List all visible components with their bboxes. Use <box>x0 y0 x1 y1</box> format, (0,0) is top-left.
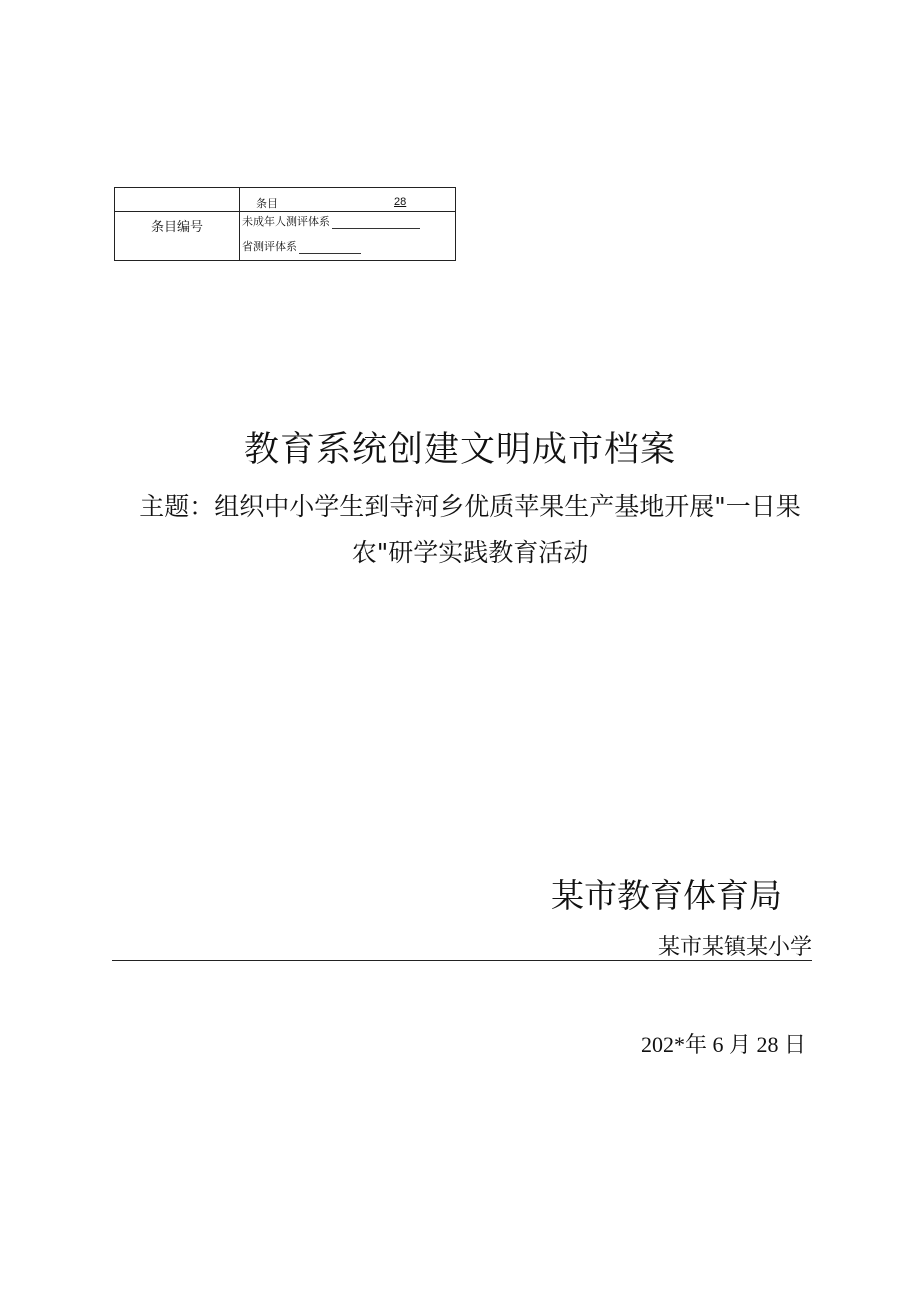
document-title: 教育系统创建文明成市档案 <box>243 430 676 470</box>
document-subtitle: 主题：组织中小学生到寺河乡优质苹果生产基地开展"一日果农"研学实践教育活动 <box>139 492 801 567</box>
item-number-table <box>114 187 456 261</box>
label-cell <box>115 212 240 261</box>
system-cell <box>240 212 456 261</box>
table-cell-empty <box>115 188 240 212</box>
minor-system-line <box>242 213 420 229</box>
province-system-line <box>242 238 361 254</box>
item-cell <box>240 188 456 212</box>
province-system-label: 省测评体系 <box>242 240 297 253</box>
issuer-name: 某市教育体育局 <box>551 876 782 915</box>
item-number: 28 <box>394 196 407 208</box>
province-system-blank <box>299 243 361 254</box>
minor-system-label: 未成年人测评体系 <box>242 215 330 228</box>
divider-line <box>112 960 812 961</box>
minor-system-blank <box>332 218 420 229</box>
school-name: 某市某镇某小学 <box>657 935 812 960</box>
item-number-label: 条目编号 <box>150 220 203 235</box>
item-word: 条目 <box>256 197 278 210</box>
document-date: 202*年 6 月 28 日 <box>640 1032 806 1057</box>
